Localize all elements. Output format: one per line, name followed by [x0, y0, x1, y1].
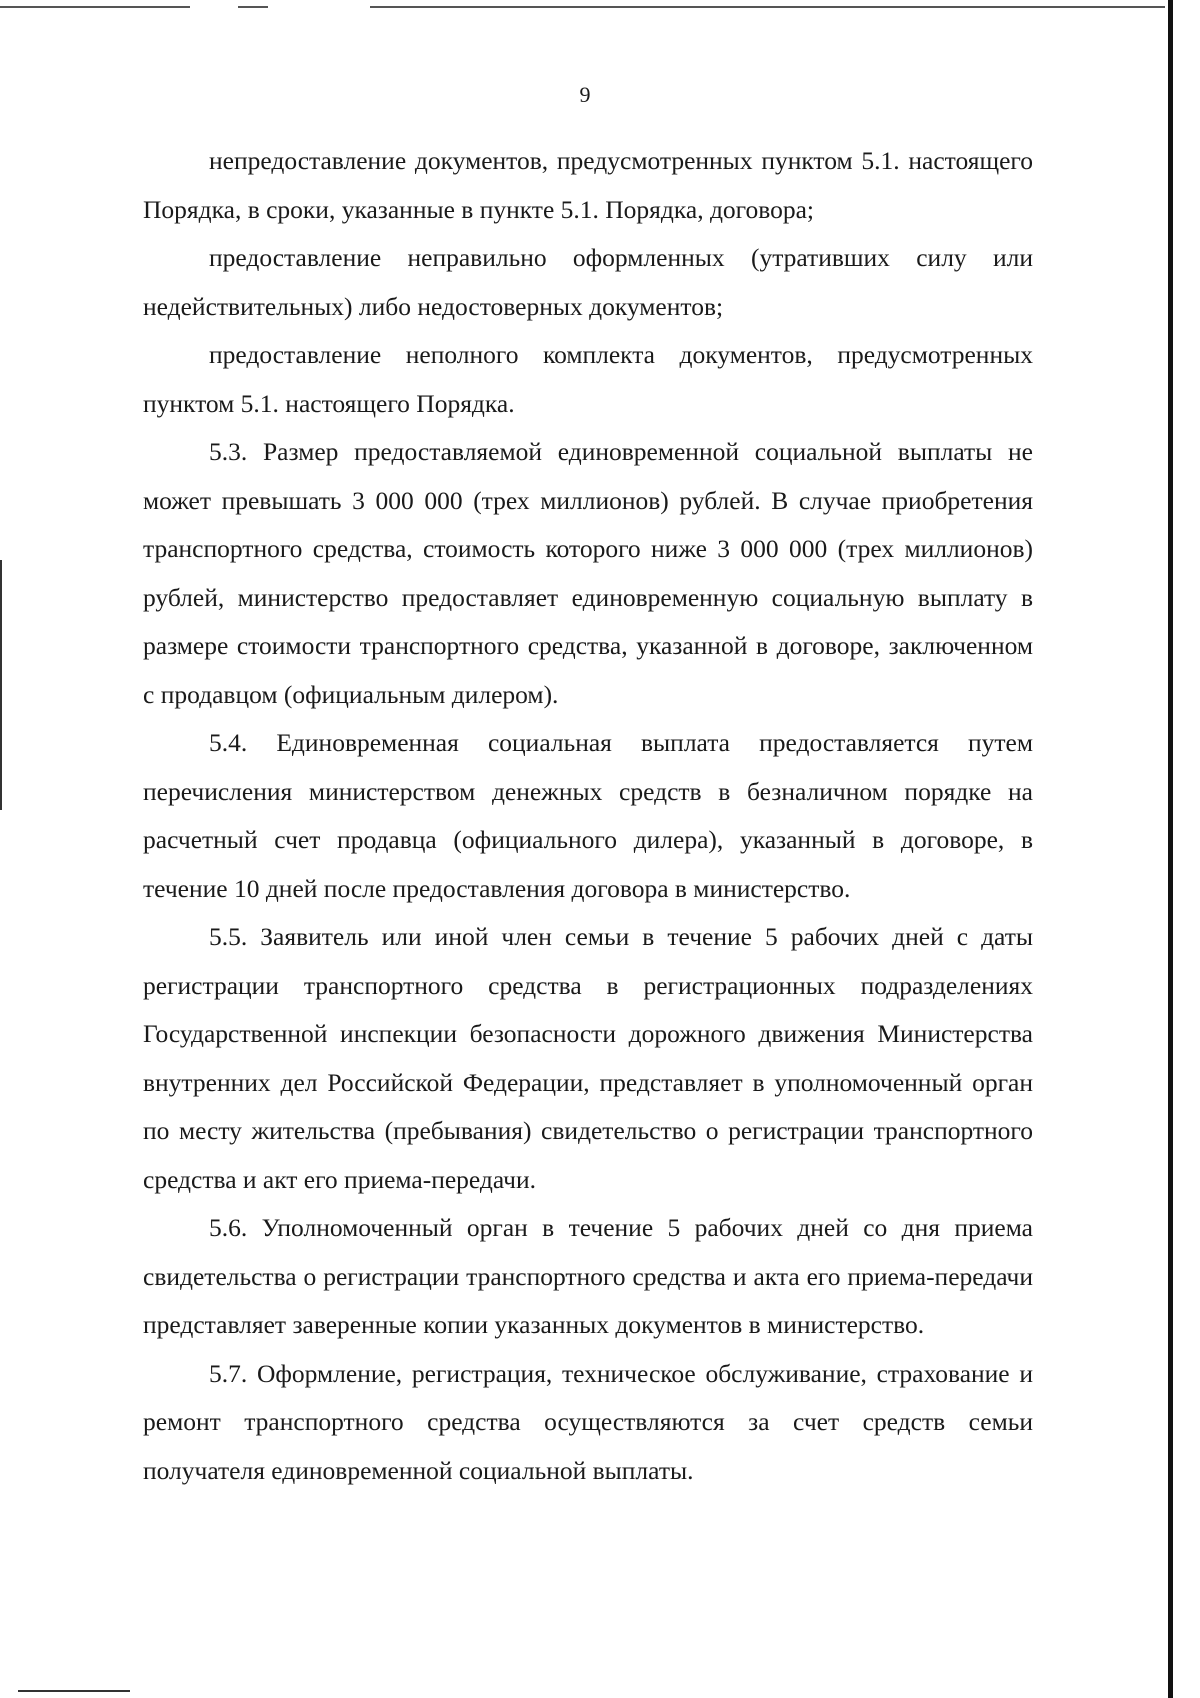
paragraph-5-7: 5.7. Оформление, регистрация, техническое обслуживание, страхование и ремонт транспортного средства осуществляются за счет средств семьи получателя единовременной социальной выплаты.	[143, 1358, 1033, 1485]
scan-artifact-top-line	[238, 6, 268, 8]
paragraph-5-4: 5.4. Единовременная социальная выплата предоставляется путем перечисления министерством денежных средств в безналичном порядке на расчетный счет продавца (официального дилера), указанный в договоре, в течение 10 дней после предоставления договора в министерство.	[143, 728, 1033, 903]
scan-artifact-top-line	[370, 6, 1165, 8]
paragraph-5-6: 5.6. Уполномоченный орган в течение 5 рабочих дней со дня приема свидетельства о регистрации транспортного средства и акта его приема-передачи представляет заверенные копии указанных документов в министерство.	[143, 1213, 1033, 1339]
scan-artifact-top-line	[0, 6, 190, 8]
scan-artifact-left-mark	[0, 560, 2, 810]
page-number: 9	[579, 82, 591, 107]
paragraph-refusal-reason-3: предоставление неполного комплекта документов, предусмотренных пунктом 5.1. настоящего Порядка.	[143, 340, 1033, 418]
scan-artifact-bottom-line	[18, 1690, 130, 1692]
scan-artifact-right-edge	[1168, 0, 1173, 1698]
paragraph-refusal-reason-1: непредоставление документов, предусмотренных пунктом 5.1. настоящего Порядка, в сроки, указанные в пункте 5.1. Порядка, договора;	[143, 146, 1033, 224]
paragraph-5-5: 5.5. Заявитель или иной член семьи в течение 5 рабочих дней с даты регистрации транспортного средства в регистрационных подразделениях Государственной инспекции безопасности дорожного движения Министерства внутренних дел Российской Федерации, представляет в уполномоченный орган по месту жительства (пребывания) свидетельство о регистрации транспортного средства и акт его приема-передачи.	[143, 922, 1033, 1194]
paragraph-5-3: 5.3. Размер предоставляемой единовременной социальной выплаты не может превышать 3 000 000 (трех миллионов) рублей. В случае приобретения транспортного средства, стоимость которого ниже 3 000 000 (трех миллионов) рублей, министерство предоставляет единовременную социальную выплату в размере стоимости транспортного средства, указанной в договоре, заключенном с продавцом (официальным дилером).	[143, 437, 1033, 709]
paragraph-refusal-reason-2: предоставление неправильно оформленных (утративших силу или недействительных) либо недостоверных документов;	[143, 243, 1033, 321]
body-text	[143, 137, 1033, 1495]
